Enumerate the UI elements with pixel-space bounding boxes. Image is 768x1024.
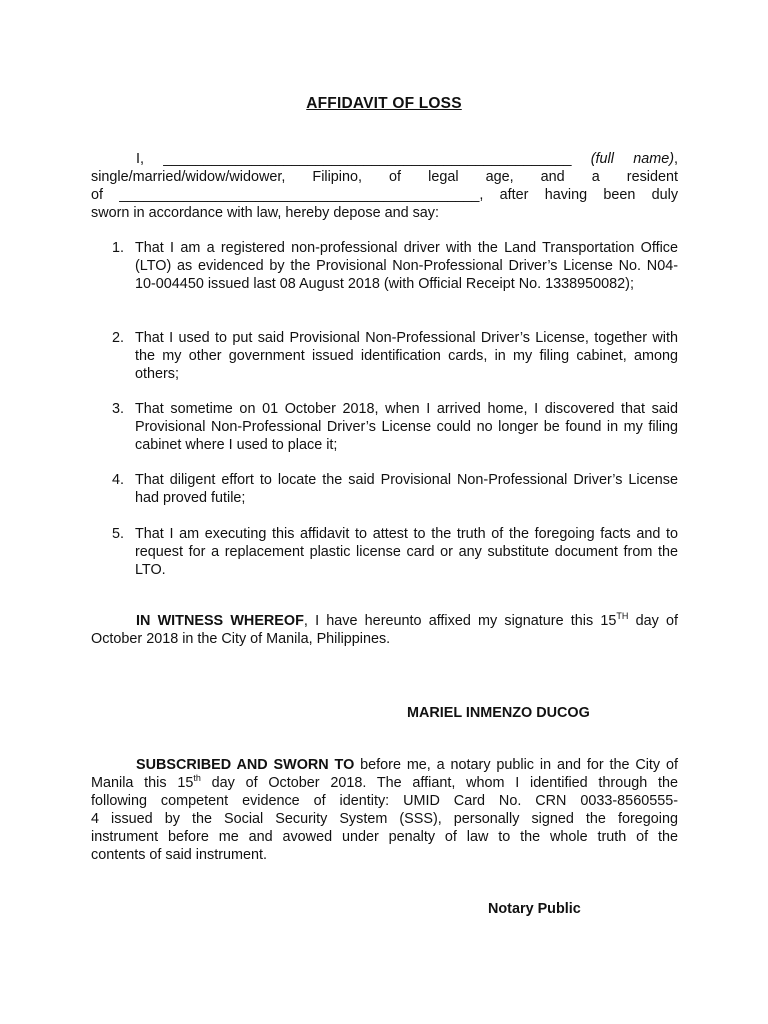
list-item (91, 471, 678, 507)
list-item (91, 400, 678, 454)
witness-superscript: TH (616, 611, 629, 622)
jurat-text: before me, a notary public in and for the City of (354, 757, 678, 773)
intro-line-4: sworn in accordance with law, hereby depose and say: (91, 205, 439, 221)
full-name-blank: ___________________________________________________ (163, 151, 572, 167)
witness-line-2: October 2018 in the City of Manila, Philippines. (91, 631, 391, 647)
witness-heading: IN WITNESS WHEREOF (136, 613, 304, 629)
item-number: 5. (112, 526, 125, 542)
item-text: That I am a registered non-professional driver with the Land Transportation Office (LTO) as evidenced by the Provisional Non-Professional Driver’s License No. N04-10-004450 issued last 08 August 2018 (with Official Receipt No. 1338950082); (135, 240, 678, 292)
jurat-paragraph (91, 756, 678, 864)
jurat-heading: SUBSCRIBED AND SWORN TO (136, 757, 355, 773)
witness-paragraph (91, 612, 678, 648)
jurat-line-6: contents of said instrument. (91, 847, 267, 863)
intro-comma: , (674, 151, 679, 167)
jurat-line-3: following competent evidence of identity: UMID Card No. CRN 0033-8560555- (91, 793, 678, 809)
witness-text-end: day of (628, 613, 679, 629)
witness-text: , I have hereunto affixed my signature this 15 (303, 613, 617, 629)
item-text: That diligent effort to locate the said Provisional Non-Professional Driver’s License had proved futile; (135, 472, 678, 506)
item-number: 1. (112, 240, 125, 256)
jurat-line-5: instrument before me and avowed under penalty of law to the whole truth of the (91, 829, 678, 845)
jurat-line-1 (91, 756, 678, 774)
list-item (91, 239, 678, 293)
item-text: That I am executing this affidavit to attest to the truth of the foregoing facts and to request for a replacement plastic license card or any substitute document from the LTO. (135, 526, 678, 578)
jurat-superscript: th (193, 773, 201, 784)
intro-pronoun: I, (136, 151, 144, 167)
jurat-line-2 (91, 774, 678, 792)
witness-line-1 (91, 612, 678, 630)
notary-label: Notary Public (488, 901, 581, 917)
jurat-text: Manila this 15 (91, 775, 194, 791)
jurat-text: day of October 2018. The affiant, whom I identified through the (200, 775, 678, 791)
intro-line-1 (91, 150, 678, 168)
item-text: That I used to put said Provisional Non-Professional Driver’s License, together with the my other government issued identification cards, in my filing cabinet, among others; (135, 330, 678, 382)
item-number: 3. (112, 401, 125, 417)
residence-blank: _____________________________________________, (119, 187, 484, 203)
list-item (91, 525, 678, 579)
document-title: AFFIDAVIT OF LOSS (306, 95, 462, 112)
item-number: 2. (112, 330, 125, 346)
list-item (91, 329, 678, 383)
jurat-line-4: 4 issued by the Social Security System (SSS), personally signed the foregoing (91, 811, 678, 827)
intro-of: of (91, 187, 104, 203)
intro-paragraph (91, 150, 678, 222)
intro-line-3 (91, 186, 678, 204)
item-number: 4. (112, 472, 125, 488)
intro-sworn: after having been duly (499, 187, 679, 203)
intro-line-2: single/married/widow/widower, Filipino, of legal age, and a resident (91, 169, 678, 185)
item-text: That sometime on 01 October 2018, when I arrived home, I discovered that said Provisional Non-Professional Driver’s License could no longer be found in my filing cabinet where I used to place it; (135, 401, 678, 453)
signatory-name: MARIEL INMENZO DUCOG (407, 705, 590, 721)
full-name-hint: (full name) (590, 151, 675, 167)
